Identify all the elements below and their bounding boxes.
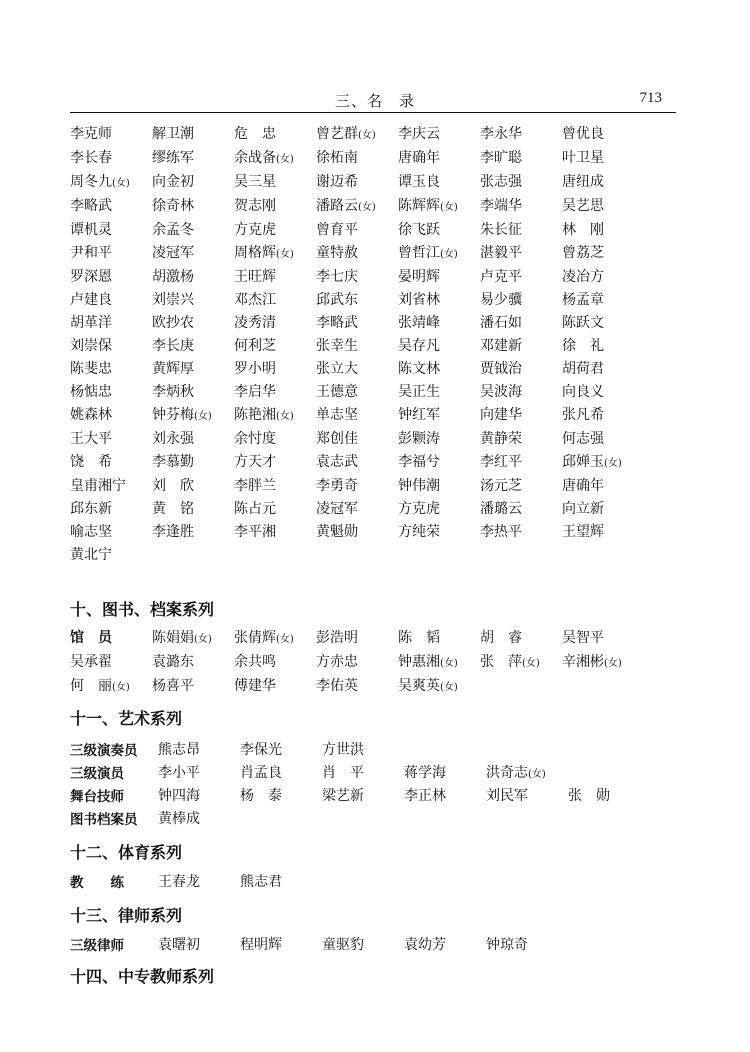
name-entry: 谭机灵 — [70, 222, 112, 238]
running-header-title: 三、名 录 — [334, 92, 415, 110]
female-note: (女) — [440, 202, 458, 213]
name-entry: 刘民军 — [486, 788, 528, 804]
female-note: (女) — [440, 249, 458, 260]
section-heading-vocational-teacher: 十四、中专教师系列 — [70, 967, 215, 986]
name-entry: 刘永强 — [152, 431, 194, 447]
name-entry: 刘 欣 — [152, 478, 194, 494]
name-entry: 李小平 — [158, 765, 200, 781]
name-entry: 邓杰江 — [234, 292, 276, 308]
name-entry: 陈娟娟(女) — [152, 630, 212, 646]
name-entry: 彭浩明 — [316, 630, 358, 646]
category-row — [70, 739, 690, 761]
name-entry: 邱婵玉(女) — [562, 454, 622, 470]
name-entry: 张立大 — [316, 361, 358, 377]
name-entry: 曾育平 — [316, 222, 358, 238]
category-row — [70, 762, 690, 784]
name-entry: 熊志君 — [240, 874, 282, 890]
female-note: (女) — [604, 658, 622, 669]
name-entry: 黄棒成 — [158, 811, 200, 827]
name-entry: 李逢胜 — [152, 524, 194, 540]
name-entry: 李平湘 — [234, 524, 276, 540]
name-entry: 杨 泰 — [240, 788, 282, 804]
library-names-list — [70, 627, 690, 699]
name-entry: 徐 礼 — [562, 338, 604, 354]
name-entry: 李热平 — [480, 524, 522, 540]
name-entry: 尹和平 — [70, 245, 112, 261]
name-entry: 黄 铭 — [152, 501, 194, 517]
name-entry: 向金初 — [152, 174, 194, 190]
name-entry: 何利芝 — [234, 338, 276, 354]
name-entry: 张凡希 — [562, 407, 604, 423]
name-entry: 周格辉(女) — [234, 245, 294, 261]
name-entry: 刘崇兴 — [152, 292, 194, 308]
name-entry: 肖 平 — [322, 765, 364, 781]
name-entry: 曾艺群(女) — [316, 126, 376, 142]
name-entry: 贾钺治 — [480, 361, 522, 377]
name-entry: 李启华 — [234, 384, 276, 400]
female-note: (女) — [604, 458, 622, 469]
name-entry: 向立新 — [562, 501, 604, 517]
name-entry: 唐确年 — [398, 150, 440, 166]
name-entry: 皇甫湘宁 — [70, 478, 126, 494]
section-heading-sports: 十二、体育系列 — [70, 843, 183, 862]
name-entry: 钟红军 — [398, 407, 440, 423]
name-entry: 方天才 — [234, 454, 276, 470]
name-entry: 陈艳湘(女) — [234, 407, 294, 423]
name-entry: 黄魁勋 — [316, 524, 358, 540]
name-entry: 汤元芝 — [480, 478, 522, 494]
name-entry: 徐飞跃 — [398, 222, 440, 238]
name-entry: 凌冠军 — [152, 245, 194, 261]
name-entry: 钟四海 — [158, 788, 200, 804]
name-entry: 向良义 — [562, 384, 604, 400]
female-note: (女) — [112, 682, 130, 693]
female-note: (女) — [194, 634, 212, 645]
name-entry: 余孟冬 — [152, 222, 194, 238]
name-entry: 李佑英 — [316, 678, 358, 694]
name-entry: 吴爽英(女) — [398, 678, 458, 694]
name-entry — [480, 544, 562, 567]
name-entry: 李长庚 — [152, 338, 194, 354]
name-entry: 李勇奇 — [316, 478, 358, 494]
name-entry: 欧抄农 — [152, 315, 194, 331]
name-entry: 李永华 — [480, 126, 522, 142]
female-note: (女) — [276, 249, 294, 260]
name-entry: 洪奇志(女) — [486, 765, 546, 781]
name-entry: 凌秀清 — [234, 315, 276, 331]
name-entry: 陈斐忠 — [70, 361, 112, 377]
name-entry: 杨惦忠 — [70, 384, 112, 400]
female-note: (女) — [358, 202, 376, 213]
name-entry: 李长春 — [70, 150, 112, 166]
name-entry: 李略武 — [70, 198, 112, 214]
name-entry: 曾荔芝 — [562, 245, 604, 261]
name-entry — [562, 675, 644, 699]
name-entry: 王望辉 — [562, 524, 604, 540]
name-entry: 辛湘彬(女) — [562, 654, 622, 670]
name-entry: 方赤忠 — [316, 654, 358, 670]
name-entry: 唐确年 — [562, 478, 604, 494]
names-list — [70, 123, 690, 567]
name-entry: 何 丽(女) — [70, 678, 130, 694]
name-entry: 钟伟潮 — [398, 478, 440, 494]
name-entry: 李胖兰 — [234, 478, 276, 494]
name-entry — [234, 544, 316, 567]
name-entry: 方纯荣 — [398, 524, 440, 540]
category-label: 图书档案员 — [70, 812, 138, 828]
name-entry: 晏明辉 — [398, 269, 440, 285]
name-entry: 邱东新 — [70, 501, 112, 517]
female-note: (女) — [194, 411, 212, 422]
name-entry: 吴存凡 — [398, 338, 440, 354]
name-entry: 喻志坚 — [70, 524, 112, 540]
name-entry — [398, 544, 480, 567]
category-row — [70, 871, 690, 893]
category-label: 三级演奏员 — [70, 743, 138, 759]
name-entry: 徐奇林 — [152, 198, 194, 214]
name-entry: 余共鸣 — [234, 654, 276, 670]
name-entry: 饶 希 — [70, 454, 112, 470]
name-entry: 张幸生 — [316, 338, 358, 354]
name-entry: 胡革洋 — [70, 315, 112, 331]
name-entry: 李福兮 — [398, 454, 440, 470]
name-entry: 杨喜平 — [152, 678, 194, 694]
name-entry: 袁曙初 — [158, 937, 200, 953]
name-entry: 张倩辉(女) — [234, 630, 294, 646]
name-entry: 黄辉厚 — [152, 361, 194, 377]
name-entry: 邓建新 — [480, 338, 522, 354]
name-entry: 陈文林 — [398, 361, 440, 377]
female-note: (女) — [528, 769, 546, 780]
name-entry: 卢建良 — [70, 292, 112, 308]
category-row — [70, 785, 690, 807]
name-entry: 熊志昂 — [158, 742, 200, 758]
name-entry: 郑创佳 — [316, 431, 358, 447]
name-entry: 罗深恩 — [70, 269, 112, 285]
name-entry: 贺志刚 — [234, 198, 276, 214]
header-rule — [70, 112, 676, 113]
name-entry: 王大平 — [70, 431, 112, 447]
section-heading-art: 十一、艺术系列 — [70, 709, 183, 728]
name-entry: 李端华 — [480, 198, 522, 214]
name-entry: 谢迈希 — [316, 174, 358, 190]
name-entry: 曾哲江(女) — [398, 245, 458, 261]
name-entry: 钟惠湘(女) — [398, 654, 458, 670]
name-entry: 童驱豹 — [322, 937, 364, 953]
name-entry: 林 刚 — [562, 222, 604, 238]
female-note: (女) — [276, 411, 294, 422]
name-entry — [562, 544, 644, 567]
name-entry: 方克虎 — [398, 501, 440, 517]
name-entry: 向建华 — [480, 407, 522, 423]
name-entry: 邱武东 — [316, 292, 358, 308]
female-note: (女) — [440, 658, 458, 669]
name-entry: 黄静荣 — [480, 431, 522, 447]
category-row — [70, 808, 690, 830]
name-entry: 吴波海 — [480, 384, 522, 400]
name-entry: 潘石如 — [480, 315, 522, 331]
name-entry: 王德意 — [316, 384, 358, 400]
name-entry: 杨孟章 — [562, 292, 604, 308]
name-entry: 张 萍(女) — [480, 654, 540, 670]
name-entry: 钟琼奇 — [486, 937, 528, 953]
section-heading-library: 十、图书、档案系列 — [70, 600, 215, 619]
female-note: (女) — [276, 154, 294, 165]
female-note: (女) — [276, 634, 294, 645]
name-entry: 李旷聪 — [480, 150, 522, 166]
name-entry: 李炳秋 — [152, 384, 194, 400]
category-label: 三级演员 — [70, 766, 124, 782]
name-entry: 胡激杨 — [152, 269, 194, 285]
name-entry: 李慕勤 — [152, 454, 194, 470]
female-note: (女) — [440, 682, 458, 693]
name-entry: 肖孟良 — [240, 765, 282, 781]
name-entry: 胡 睿 — [480, 630, 522, 646]
name-entry: 湛毅平 — [480, 245, 522, 261]
name-entry: 童特赦 — [316, 245, 358, 261]
name-entry: 吴正生 — [398, 384, 440, 400]
name-entry: 潘璐云 — [480, 501, 522, 517]
name-entry: 周冬九(女) — [70, 174, 130, 190]
name-entry — [152, 544, 234, 567]
name-entry: 刘崇保 — [70, 338, 112, 354]
name-entry: 余忖度 — [234, 431, 276, 447]
name-entry: 张靖峰 — [398, 315, 440, 331]
name-entry: 余战备(女) — [234, 150, 294, 166]
name-entry: 蒋学海 — [404, 765, 446, 781]
name-entry: 凌冠军 — [316, 501, 358, 517]
name-entry: 黄北宁 — [70, 547, 112, 563]
name-entry: 徐柘南 — [316, 150, 358, 166]
name-entry: 陈 韬 — [398, 630, 440, 646]
name-entry: 缪练军 — [152, 150, 194, 166]
category-label: 教 练 — [70, 875, 124, 891]
female-note: (女) — [522, 658, 540, 669]
name-entry: 陈跃文 — [562, 315, 604, 331]
name-entry: 王春龙 — [158, 874, 200, 890]
name-entry: 王旺辉 — [234, 269, 276, 285]
name-entry: 吴智平 — [562, 630, 604, 646]
name-entry: 吴承翟 — [70, 654, 112, 670]
name-entry: 叶卫星 — [562, 150, 604, 166]
name-entry: 吴三星 — [234, 174, 276, 190]
name-entry: 刘省林 — [398, 292, 440, 308]
name-entry: 袁潞东 — [152, 654, 194, 670]
name-entry: 罗小明 — [234, 361, 276, 377]
section-heading-lawyer: 十三、律师系列 — [70, 906, 183, 925]
name-entry: 朱长征 — [480, 222, 522, 238]
name-entry: 彭颗涛 — [398, 431, 440, 447]
name-entry: 李保光 — [240, 742, 282, 758]
name-entry: 方世洪 — [322, 742, 364, 758]
name-entry: 傅建华 — [234, 678, 276, 694]
name-entry: 袁志武 — [316, 454, 358, 470]
name-entry: 胡荷君 — [562, 361, 604, 377]
name-entry: 张志强 — [480, 174, 522, 190]
name-entry: 李七庆 — [316, 269, 358, 285]
name-entry: 姚森林 — [70, 407, 112, 423]
name-entry — [316, 544, 398, 567]
category-label: 舞台技师 — [70, 789, 124, 805]
name-entry: 钟芬梅(女) — [152, 407, 212, 423]
name-entry: 程明辉 — [240, 937, 282, 953]
name-entry: 李克师 — [70, 126, 112, 142]
name-entry: 解卫潮 — [152, 126, 194, 142]
name-entry: 李略武 — [316, 315, 358, 331]
name-entry: 唐纽成 — [562, 174, 604, 190]
page-number: 713 — [639, 90, 662, 106]
name-entry: 曾优良 — [562, 126, 604, 142]
name-entry: 凌冶方 — [562, 269, 604, 285]
name-entry: 李红平 — [480, 454, 522, 470]
name-entry: 袁幼芳 — [404, 937, 446, 953]
name-entry: 易少骥 — [480, 292, 522, 308]
name-entry: 危 忠 — [234, 126, 276, 142]
name-entry: 张 勋 — [568, 788, 610, 804]
female-note: (女) — [112, 178, 130, 189]
category-label: 馆 员 — [70, 630, 112, 646]
name-entry: 陈辉辉(女) — [398, 198, 458, 214]
name-entry: 吴艺思 — [562, 198, 604, 214]
name-entry — [480, 675, 562, 699]
name-entry: 单志坚 — [316, 407, 358, 423]
category-label: 三级律师 — [70, 938, 124, 954]
name-entry: 潘路云(女) — [316, 198, 376, 214]
name-entry: 梁艺新 — [322, 788, 364, 804]
category-row — [70, 934, 690, 956]
name-entry: 谭玉良 — [398, 174, 440, 190]
name-entry: 何志强 — [562, 431, 604, 447]
name-entry: 卢克平 — [480, 269, 522, 285]
name-entry: 陈占元 — [234, 501, 276, 517]
name-entry: 方克虎 — [234, 222, 276, 238]
female-note: (女) — [358, 130, 376, 141]
name-entry: 李庆云 — [398, 126, 440, 142]
name-entry: 李正林 — [404, 788, 446, 804]
